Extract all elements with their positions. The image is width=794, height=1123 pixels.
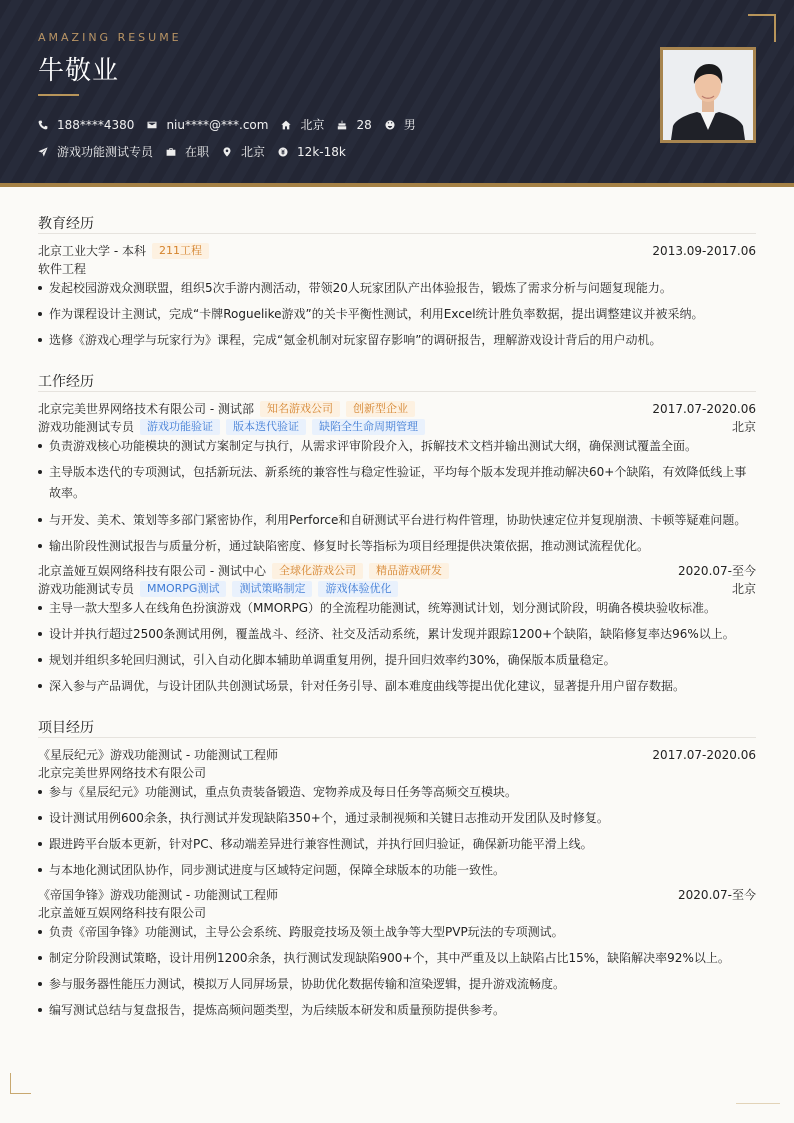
section-title-projects: 项目经历 — [38, 720, 94, 736]
education-date: 2013.09-2017.06 — [652, 243, 756, 258]
contact-home — [281, 116, 324, 133]
project-bullet: 编写测试总结与复盘报告，提炼高频问题类型，为后续版本研发和质量预防提供参考。 — [38, 1000, 756, 1021]
home-value: 北京 — [300, 118, 325, 132]
project-bullet: 跟进跨平台版本更新，针对PC、移动端差异进行兼容性测试，并执行回归验证，确保新功能平滑上线。 — [38, 834, 756, 855]
work-bullet: 负责游戏核心功能模块的测试方案制定与执行，从需求评审阶段介入，拆解技术文档并输出测试大纲，确保测试覆盖全面。 — [38, 436, 756, 457]
company-name: 北京完美世界网络技术有限公司 - 测试部 — [38, 402, 254, 416]
project-bullet: 制定分阶段测试策略，设计用例1200余条，执行测试发现缺陷900+个，其中严重及以上缺陷占比15%，缺陷解决率92%以上。 — [38, 948, 756, 969]
major-name: 软件工程 — [38, 262, 87, 276]
project-bullet: 负责《帝国争锋》功能测试，主导公会系统、跨服竞技场及领土战争等大型PVP玩法的专项测试。 — [38, 922, 756, 943]
intent-city — [222, 143, 265, 160]
project-company-line — [38, 904, 756, 921]
decorative-corner — [10, 1073, 31, 1094]
education-bullet: 选修《游戏心理学与玩家行为》课程，完成“氪金机制对玩家留存影响”的调研报告，理解游戏设计背后的用户动机。 — [38, 330, 756, 351]
project-date: 2017.07-2020.06 — [652, 747, 756, 762]
briefcase-icon — [166, 147, 176, 157]
role-name: 游戏功能测试专员 — [38, 420, 135, 434]
job-intent-row — [38, 143, 359, 160]
resume-header — [0, 0, 794, 183]
decorative-corner — [748, 14, 776, 42]
education-entry-header — [38, 242, 756, 259]
education-bullet: 作为课程设计主测试，完成“卡牌Roguelike游戏”的关卡平衡性测试，利用Excel统计胜负率数据，提出调整建议并被采纳。 — [38, 304, 756, 325]
project-name: 《帝国争锋》游戏功能测试 - 功能测试工程师 — [38, 888, 278, 902]
email-value: niu****@***.com — [166, 117, 269, 132]
skill-tag: 缺陷全生命周期管理 — [312, 419, 425, 435]
contact-row — [38, 116, 429, 133]
position-value: 游戏功能测试专员 — [57, 145, 154, 159]
project-company-line — [38, 764, 756, 781]
status-value: 在职 — [185, 145, 210, 159]
school-name: 北京工业大学 - 本科 — [38, 244, 146, 258]
work-bullet: 输出阶段性测试报告与质量分析，通过缺陷密度、修复时长等指标为项目经理提供决策依据，推动测试流程优化。 — [38, 536, 756, 557]
skill-tag: 版本迭代验证 — [226, 419, 306, 435]
work-city: 北京 — [731, 582, 756, 596]
intent-position — [38, 143, 153, 160]
salary-icon — [278, 147, 288, 157]
skill-tag: 游戏体验优化 — [318, 581, 398, 597]
contact-gender — [385, 116, 416, 133]
company-tag: 知名游戏公司 — [260, 401, 340, 417]
work-bullet: 与开发、美术、策划等多部门紧密协作，利用Perforce和自研测试平台进行构件管理，协助快速定位并复现崩溃、卡顿等疑难问题。 — [38, 510, 756, 531]
home-icon — [281, 120, 291, 130]
project-bullet: 参与服务器性能压力测试，模拟万人同屏场景，协助优化数据传输和渲染逻辑，提升游戏流畅度。 — [38, 974, 756, 995]
project-bullet: 设计测试用例600余条，执行测试并发现缺陷350+个，通过录制视频和关键日志推动开发团队及时修复。 — [38, 808, 756, 829]
skill-tag: 游戏功能验证 — [140, 419, 220, 435]
name-underline — [38, 94, 79, 96]
city-value: 北京 — [241, 145, 266, 159]
decorative-line — [736, 1103, 780, 1104]
project-entry-header — [38, 886, 756, 903]
work-date: 2017.07-2020.06 — [652, 401, 756, 416]
work-entry-header — [38, 400, 756, 417]
salary-value: 12k-18k — [297, 144, 346, 159]
education-major — [38, 260, 756, 277]
work-bullet: 主导版本迭代的专项测试，包括新玩法、新系统的兼容性与稳定性验证，平均每个版本发现并推动解决60+个缺陷，有效降低线上事故率。 — [38, 462, 756, 504]
work-bullet: 设计并执行超过2500条测试用例，覆盖战斗、经济、社交及活动系统，累计发现并跟踪1200+个缺陷，缺陷修复率达96%以上。 — [38, 624, 756, 645]
phone-value: 188****4380 — [57, 117, 135, 132]
education-bullet: 发起校园游戏众测联盟，组织5次手游内测活动，带领20人玩家团队产出体验报告，锻炼了需求分析与问题复现能力。 — [38, 278, 756, 299]
contact-age — [337, 118, 371, 132]
project-company: 北京盖娅互娱网络科技有限公司 — [38, 906, 207, 920]
send-icon — [38, 147, 48, 157]
section-divider — [38, 233, 756, 234]
company-tag: 全球化游戏公司 — [272, 563, 363, 579]
candidate-name: 牛敬业 — [38, 56, 120, 86]
company-tag: 精品游戏研发 — [369, 563, 449, 579]
project-date: 2020.07-至今 — [678, 888, 756, 902]
company-name: 北京盖娅互娱网络科技有限公司 - 测试中心 — [38, 564, 266, 578]
work-entry-header — [38, 562, 756, 579]
age-value: 28 — [356, 117, 372, 132]
section-title-education: 教育经历 — [38, 216, 94, 232]
intent-status — [166, 143, 209, 160]
work-bullet: 主导一款大型多人在线角色扮演游戏（MMORPG）的全流程功能测试，统筹测试计划，划分测试阶段，明确各模块验收标准。 — [38, 598, 756, 619]
contact-email — [147, 118, 268, 132]
gender-icon — [385, 120, 395, 130]
work-bullet: 规划并组织多轮回归测试，引入自动化脚本辅助单调重复用例，提升回归效率约30%，确保版本质量稳定。 — [38, 650, 756, 671]
work-bullet: 深入参与产品调优，与设计团队共创测试场景，针对任务引导、副本难度曲线等提出优化建议，显著提升用户留存数据。 — [38, 676, 756, 697]
section-divider — [38, 391, 756, 392]
mail-icon — [147, 120, 157, 130]
cake-icon — [337, 120, 347, 130]
role-name: 游戏功能测试专员 — [38, 582, 135, 596]
work-role-line — [38, 418, 756, 435]
section-divider — [38, 737, 756, 738]
skill-tag: MMORPG测试 — [140, 581, 226, 597]
skill-tag: 测试策略制定 — [232, 581, 312, 597]
project-entry-header — [38, 746, 756, 763]
work-date: 2020.07-至今 — [678, 564, 756, 578]
project-bullet: 参与《星辰纪元》功能测试，重点负责装备锻造、宠物养成及每日任务等高频交互模块。 — [38, 782, 756, 803]
header-divider — [0, 183, 794, 187]
brand-label: AMAZING RESUME — [38, 31, 182, 44]
profile-photo — [660, 47, 756, 143]
work-city: 北京 — [731, 420, 756, 434]
project-name: 《星辰纪元》游戏功能测试 - 功能测试工程师 — [38, 748, 278, 762]
work-role-line — [38, 580, 756, 597]
company-tag: 创新型企业 — [346, 401, 415, 417]
phone-icon — [38, 120, 48, 130]
gender-value: 男 — [403, 118, 416, 132]
section-title-work: 工作经历 — [38, 374, 94, 390]
intent-salary — [278, 145, 346, 159]
location-pin-icon — [222, 147, 232, 157]
project-company: 北京完美世界网络技术有限公司 — [38, 766, 207, 780]
project-bullet: 与本地化测试团队协作，同步测试进度与区域特定问题，保障全球版本的功能一致性。 — [38, 860, 756, 881]
contact-phone — [38, 118, 134, 132]
school-tag: 211工程 — [152, 243, 209, 259]
